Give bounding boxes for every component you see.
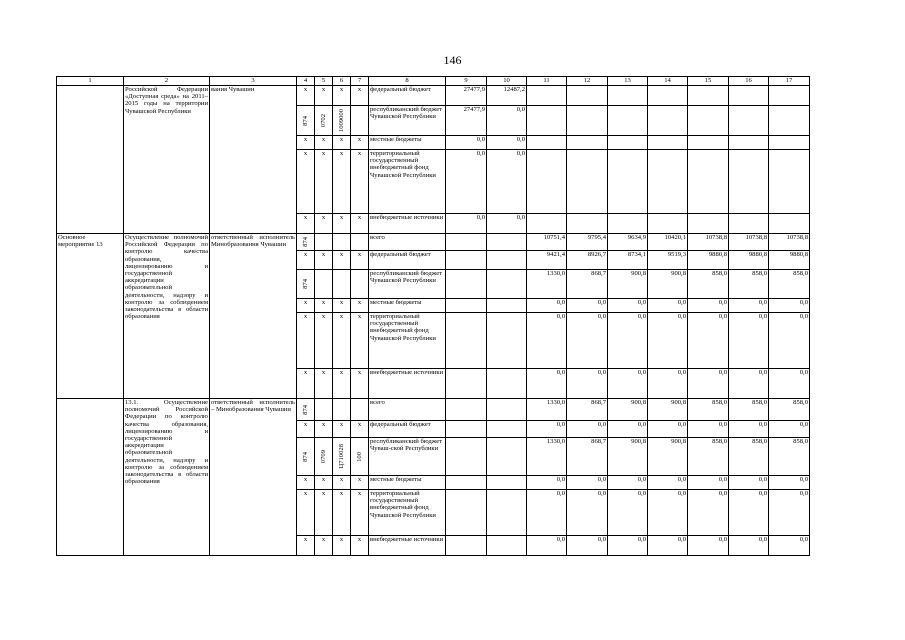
block1-col1 [57,86,124,234]
table-cell [315,270,333,299]
table-cell [446,313,487,369]
table-cell: 9634,9 [608,234,648,251]
code-cell: 874 [301,115,309,126]
table-cell [297,106,315,136]
table-cell: 0,0 [567,299,608,313]
table-cell: 0,0 [688,536,729,556]
table-cell: 10738,8 [769,234,810,251]
table-cell [446,421,487,438]
table-cell [688,106,729,136]
table-cell: территориальный государственный внебюджетный фонд Чувашской Республики [369,150,446,214]
table-cell [567,136,608,150]
table-cell: 9880,8 [688,251,729,270]
table-cell [648,150,688,214]
table-cell: 9880,8 [769,251,810,270]
table-cell: x [333,490,351,536]
table-cell: республиканский бюджет Чуваш-ской Республики [369,438,446,476]
table-cell: x [315,251,333,270]
header-cell: 2 [124,77,210,86]
table-cell: x [351,313,369,369]
table-cell [487,490,527,536]
table-cell: 0,0 [527,299,567,313]
table-cell: 900,8 [608,438,648,476]
table-cell [688,136,729,150]
table-cell [608,214,648,234]
table-cell: x [297,299,315,313]
table-cell: x [333,150,351,214]
code-cell: 874 [301,404,309,415]
header-cell: 6 [333,77,351,86]
table-cell: 0,0 [648,490,688,536]
table-cell [688,150,729,214]
table-cell: x [297,476,315,490]
table-cell: x [333,86,351,106]
table-cell: 0,0 [567,490,608,536]
table-cell [729,86,769,106]
table-cell: x [297,536,315,556]
table-cell [648,106,688,136]
table-cell [446,270,487,299]
table-cell: 0,0 [769,476,810,490]
table-cell [333,399,351,421]
table-cell: x [351,421,369,438]
program-table [56,76,810,556]
table-cell [527,214,567,234]
table-cell [487,313,527,369]
table-cell: x [297,369,315,399]
table-cell: 0,0 [487,150,527,214]
table-cell: x [315,369,333,399]
table-cell: x [315,299,333,313]
table-cell: 9795,4 [567,234,608,251]
table-cell: 0,0 [567,476,608,490]
table-cell: 0,0 [688,476,729,490]
table-cell: x [351,536,369,556]
table-cell: 27477,9 [446,86,487,106]
table-cell: 0,0 [487,136,527,150]
table-cell: 1330,0 [527,270,567,299]
code-cell: 874 [301,237,309,247]
table-cell [315,438,333,476]
table-cell [688,214,729,234]
table-cell [487,536,527,556]
table-cell: территориальный государственный внебюджетный фонд Чувашской Республики [369,313,446,369]
header-cell: 9 [446,77,487,86]
table-cell [608,106,648,136]
table-cell: 0,0 [688,313,729,369]
table-cell: x [351,476,369,490]
table-cell: внебюджетные источники [369,214,446,234]
table-cell [769,150,810,214]
header-cell: 15 [688,77,729,86]
table-cell: 900,8 [608,399,648,421]
table-cell: 0,0 [729,476,769,490]
table-cell: x [315,313,333,369]
code-cell: 874 [301,279,309,289]
block3-executor: ответственный исполнитель – Минобразования Чувашии [210,399,297,556]
table-cell: внебюджетные источники [369,536,446,556]
table-cell: 8734,1 [608,251,648,270]
table-cell: x [333,369,351,399]
table-cell: x [333,421,351,438]
table-cell [351,399,369,421]
header-cell: 17 [769,77,810,86]
table-cell: 0,0 [769,313,810,369]
table-cell: x [315,536,333,556]
table-cell: 10751,4 [527,234,567,251]
table-cell: 0,0 [527,369,567,399]
table-cell [446,536,487,556]
table-cell: 0,0 [608,490,648,536]
table-cell: x [315,136,333,150]
page-number: 146 [443,53,462,67]
header-cell: 7 [351,77,369,86]
table-cell [351,106,369,136]
table-cell: x [333,536,351,556]
table-cell: x [297,490,315,536]
block2-executor: ответственный исполнитель Минобразования Чувашии [210,234,297,399]
table-cell: 0,0 [608,299,648,313]
table-cell: 858,0 [688,270,729,299]
table-cell [297,234,315,251]
table-cell [446,234,487,251]
table-cell: внебюджетные источники [369,369,446,399]
block3-name: 13.1. Осуществление полномочий Российской Федерации по контролю качества образования, лицензированию и государственной аккредитации образовательной деятельности, надзору и контролю за соблюдением законодательства в области образования [124,399,210,556]
table-cell [487,251,527,270]
table-cell: x [333,136,351,150]
table-cell: республиканский бюджет Чувашской Республики [369,106,446,136]
table-cell [688,86,729,106]
table-cell: 0,0 [648,421,688,438]
table-cell [648,86,688,106]
table-cell [729,106,769,136]
table-cell [769,136,810,150]
table-cell: 0,0 [688,490,729,536]
table-cell [567,106,608,136]
table-cell: 0,0 [769,299,810,313]
table-cell: всего [369,234,446,251]
table-cell: 0,0 [769,421,810,438]
table-cell: 0,0 [446,150,487,214]
table-cell: 27477,9 [446,106,487,136]
header-cell: 8 [369,77,446,86]
table-cell [446,490,487,536]
table-cell [567,214,608,234]
table-cell [487,399,527,421]
table-cell [446,438,487,476]
table-cell: 858,0 [688,399,729,421]
table-cell: 0,0 [729,369,769,399]
table-cell [729,150,769,214]
table-cell [487,438,527,476]
code-cell: 0709 [319,449,327,464]
header-row [57,77,810,86]
table-cell: x [315,214,333,234]
table-cell: 858,0 [729,270,769,299]
table-cell: 0,0 [688,299,729,313]
table-cell: x [351,490,369,536]
table-cell: 0,0 [648,313,688,369]
table-cell [769,86,810,106]
table-row [57,399,810,421]
table-cell [527,106,567,136]
header-cell: 4 [297,77,315,86]
table-cell [333,270,351,299]
table-cell: федеральный бюджет [369,251,446,270]
table-cell [487,270,527,299]
code-cell: 100 [355,451,363,462]
table-cell [446,476,487,490]
table-cell: 858,0 [769,438,810,476]
table-cell [446,399,487,421]
table-cell: 1330,0 [527,399,567,421]
table-cell: 9880,8 [729,251,769,270]
table-cell: x [351,86,369,106]
table-cell: x [315,150,333,214]
table-cell: местные бюджеты [369,299,446,313]
table-cell: федеральный бюджет [369,421,446,438]
header-cell: 14 [648,77,688,86]
table-cell [527,150,567,214]
table-cell: 0,0 [527,421,567,438]
table-cell: федеральный бюджет [369,86,446,106]
table-cell: 0,0 [648,299,688,313]
block1-name: Российской Федерации «Доступная среда» на 2011–2015 годы на территории Чувашской Республики [124,86,210,234]
table-cell [351,270,369,299]
table-cell: 1330,0 [527,438,567,476]
table-cell: 900,8 [648,438,688,476]
table-cell: 900,8 [608,270,648,299]
table-cell: 0,0 [527,536,567,556]
table-cell: местные бюджеты [369,476,446,490]
table-cell: 900,8 [648,399,688,421]
table-cell: 0,0 [648,536,688,556]
table-cell: местные бюджеты [369,136,446,150]
table-cell [487,421,527,438]
table-cell: 0,0 [769,536,810,556]
table-cell [527,86,567,106]
table-cell: 0,0 [688,421,729,438]
table-cell: x [333,251,351,270]
table-cell: 0,0 [688,369,729,399]
table-cell: 0,0 [648,476,688,490]
table-cell [769,106,810,136]
table-cell: всего [369,399,446,421]
table-cell: x [333,214,351,234]
table-cell: 0,0 [608,476,648,490]
table-cell: территориальный государственный внебюджетный фонд Чувашской Республики [369,490,446,536]
table-cell [333,438,351,476]
table-cell: 0,0 [729,536,769,556]
table-cell: x [297,86,315,106]
table-cell: 858,0 [769,270,810,299]
table-cell: 868,7 [567,270,608,299]
table-cell: 0,0 [567,536,608,556]
table-cell: 0,0 [446,136,487,150]
table-cell [315,399,333,421]
table-cell [608,150,648,214]
block2-name: Осуществление полномочий Российской Федерации по контролю качества образования, лицензированию и государственной аккредитации образовательной деятельности, надзору и контролю за соблюдением законодательства в области образования [124,234,210,399]
table-cell [446,299,487,313]
table-cell [487,476,527,490]
table-cell: 9421,4 [527,251,567,270]
table-cell [446,251,487,270]
table-cell: 0,0 [567,313,608,369]
header-cell: 13 [608,77,648,86]
table-cell: 858,0 [688,438,729,476]
table-row [57,234,810,251]
table-cell: 0,0 [648,369,688,399]
header-cell: 10 [487,77,527,86]
table-cell: 12487,2 [487,86,527,106]
table-cell [567,86,608,106]
table-cell: 0,0 [608,313,648,369]
header-cell: 11 [527,77,567,86]
header-cell: 12 [567,77,608,86]
table-cell: 0,0 [769,369,810,399]
table-cell: 0,0 [729,299,769,313]
table-row [57,86,810,106]
table-cell: 858,0 [729,438,769,476]
table-cell: x [297,251,315,270]
table-cell: 0,0 [487,214,527,234]
table-cell [487,369,527,399]
code-cell: 0702 [319,113,327,128]
table-cell: x [315,476,333,490]
header-cell: 16 [729,77,769,86]
table-cell: x [315,421,333,438]
table-cell [297,438,315,476]
table-cell: 858,0 [729,399,769,421]
table-cell: 868,7 [567,399,608,421]
table-cell: x [297,421,315,438]
table-cell [315,234,333,251]
table-cell: 10738,8 [688,234,729,251]
table-cell [333,234,351,251]
table-cell: 0,0 [446,214,487,234]
table-cell: 0,0 [729,313,769,369]
table-cell: 10738,8 [729,234,769,251]
table-cell: x [297,214,315,234]
table-cell: x [351,214,369,234]
table-cell: 868,7 [567,438,608,476]
table-cell [729,214,769,234]
table-cell: 0,0 [769,490,810,536]
table-cell: 0,0 [729,421,769,438]
table-cell: 10420,1 [648,234,688,251]
table-cell: x [315,490,333,536]
table-cell [608,136,648,150]
table-cell [567,150,608,214]
block3-col1 [57,399,124,556]
table-cell [648,214,688,234]
table-cell: x [333,313,351,369]
code-cell: Ц710028 [337,444,345,469]
table-cell [333,106,351,136]
block1-executor: вания Чувашии [210,86,297,234]
table-cell [351,438,369,476]
table-cell: x [315,86,333,106]
table-cell [729,136,769,150]
table-cell [648,136,688,150]
header-cell: 3 [210,77,297,86]
table-cell: x [351,136,369,150]
header-cell: 1 [57,77,124,86]
table-cell: x [351,150,369,214]
table-cell: x [351,369,369,399]
table-cell [487,234,527,251]
table-cell: 0,0 [608,369,648,399]
table-cell: 8926,7 [567,251,608,270]
table-cell: 858,0 [769,399,810,421]
table-cell: 0,0 [729,490,769,536]
table-cell: x [297,313,315,369]
table-cell: 0,0 [608,421,648,438]
table-cell: 0,0 [527,490,567,536]
table-cell [527,136,567,150]
table-cell: 9519,3 [648,251,688,270]
table-cell: 0,0 [608,536,648,556]
table-cell: 900,8 [648,270,688,299]
code-cell: 1009000 [337,108,345,133]
table-cell [315,106,333,136]
code-cell: 874 [301,451,309,462]
header-cell: 5 [315,77,333,86]
table-cell [297,399,315,421]
table-cell: 0,0 [567,369,608,399]
table-cell [769,214,810,234]
table-cell: x [351,299,369,313]
table-cell: 0,0 [567,421,608,438]
table-cell: x [333,476,351,490]
table-cell: 0,0 [487,106,527,136]
table-cell [297,270,315,299]
table-cell: 0,0 [527,476,567,490]
table-cell [446,369,487,399]
table-cell: x [333,299,351,313]
table-cell: 0,0 [527,313,567,369]
table-cell [351,234,369,251]
table-cell: x [351,251,369,270]
table-cell: республиканский бюджет Чувашской Республики [369,270,446,299]
table-cell [487,299,527,313]
block2-title: Основное мероприятие 13 [57,234,124,399]
table-cell: x [297,150,315,214]
table-cell [608,86,648,106]
table-cell: x [297,136,315,150]
